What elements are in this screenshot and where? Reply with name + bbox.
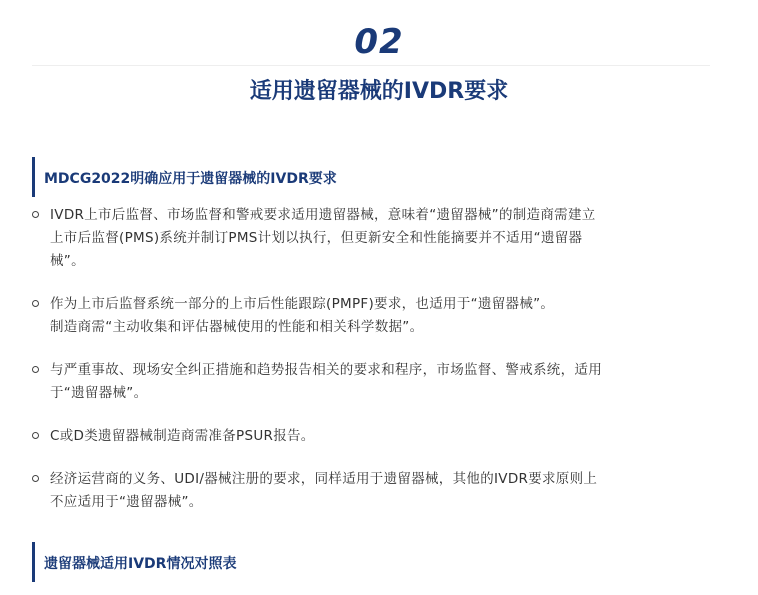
list-item xyxy=(32,204,712,273)
section-number: 02 xyxy=(354,22,404,62)
section-title: 适用遗留器械的IVDR要求 xyxy=(249,79,509,104)
list-item-line: IVDR上市后监督、市场监督和警戒要求适用遗留器械，意味着“遗留器械”的制造商需建立 xyxy=(50,207,596,223)
subheading-comparison-table: 遗留器械适用IVDR情况对照表 xyxy=(32,542,236,582)
list-item-line: 与严重事故、现场安全纠正措施和趋势报告相关的要求和程序，市场监督、警戒系统，适用 xyxy=(50,362,602,378)
list-item-line: 不应适用于“遗留器械”。 xyxy=(50,494,203,510)
list-item-line: 械”。 xyxy=(50,253,85,269)
list-item xyxy=(32,425,712,448)
list-item-line: 作为上市后监督系统一部分的上市后性能跟踪(PMPF)要求，也适用于“遗留器械”。 xyxy=(50,296,555,312)
list-item-line: C或D类遗留器械制造商需准备PSUR报告。 xyxy=(50,428,315,444)
list-item-line: 于“遗留器械”。 xyxy=(50,385,148,401)
requirements-list xyxy=(32,204,712,534)
list-item-line: 上市后监督(PMS)系统并制订PMS计划以执行，但更新安全和性能摘要并不适用“遗留器 xyxy=(50,230,583,246)
list-item xyxy=(32,293,712,339)
list-item-line: 经济运营商的义务、UDI/器械注册的要求，同样适用于遗留器械，其他的IVDR要求原则上 xyxy=(50,471,598,487)
list-item xyxy=(32,359,712,405)
subheading-mdcg: MDCG2022明确应用于遗留器械的IVDR要求 xyxy=(32,157,337,197)
divider xyxy=(32,65,710,66)
list-item xyxy=(32,468,712,514)
list-item-line: 制造商需“主动收集和评估器械使用的性能和相关科学数据”。 xyxy=(50,319,424,335)
